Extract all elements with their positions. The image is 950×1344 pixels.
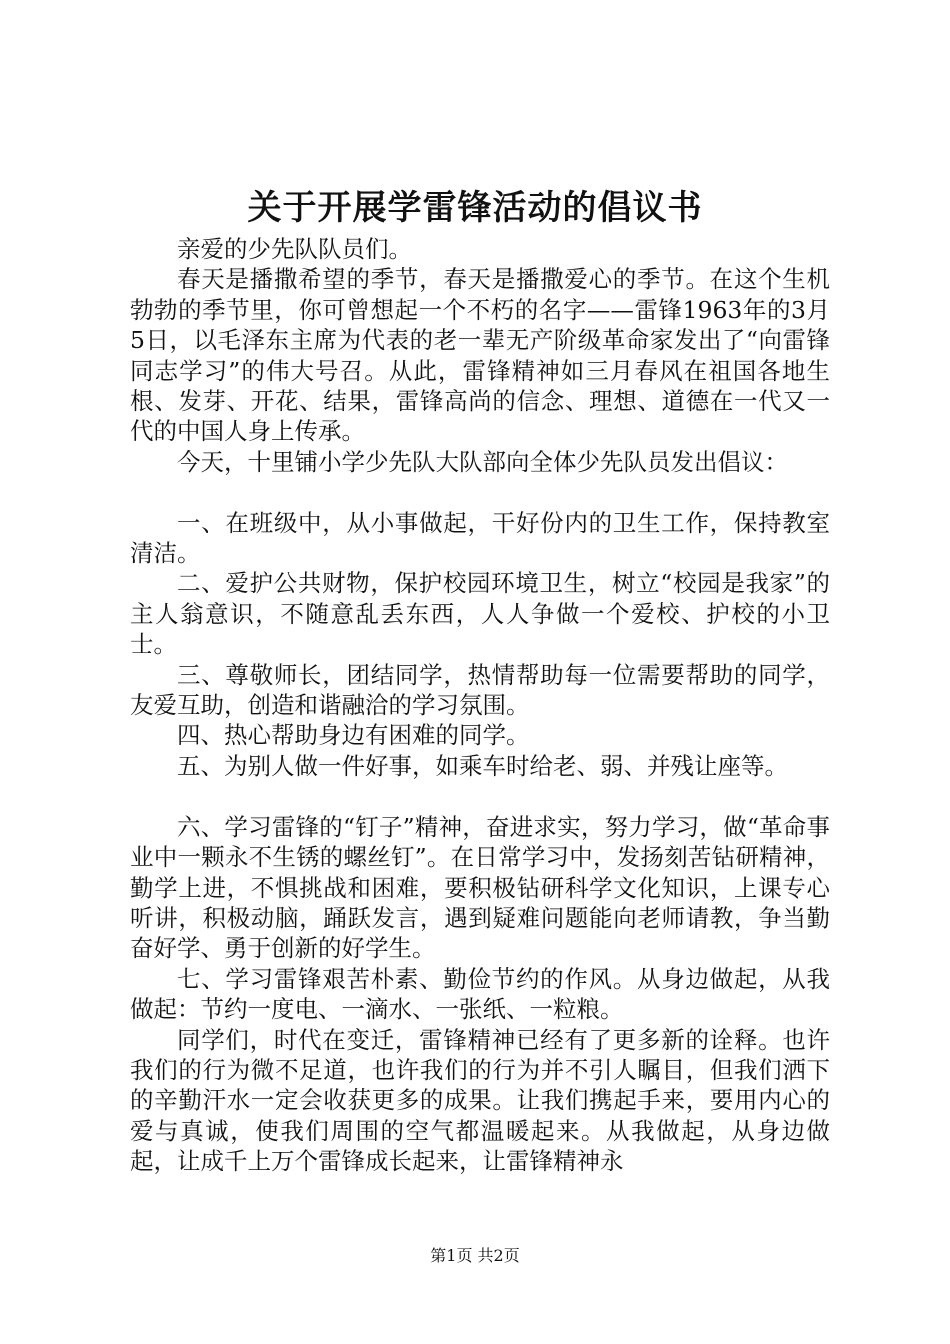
document-title: 关于开展学雷锋活动的倡议书: [247, 188, 703, 228]
proposal-lead-paragraph: 今天，十里铺小学少先队大队部向全体少先队员发出倡议：: [177, 447, 788, 476]
page-number-footer: 第1页 共2页: [430, 1246, 520, 1265]
proposal-item-1: 一、在班级中，从小事做起，干好份内的卫生工作，保持教室清洁。: [130, 508, 830, 568]
proposal-item-4: 四、热心帮助身边有困难的同学。: [177, 721, 530, 750]
proposal-item-3: 三、尊敬师长，团结同学，热情帮助每一位需要帮助的同学，友爱互助，创造和谐融洽的学习氛围。: [130, 660, 830, 720]
proposal-item-2: 二、爱护公共财物，保护校园环境卫生，树立“校园是我家”的主人翁意识，不随意乱丢东西，人人争做一个爱校、护校的小卫士。: [130, 569, 830, 659]
intro-paragraph: 春天是播撒希望的季节，春天是播撒爱心的季节。在这个生机勃勃的季节里，你可曾想起一个不朽的名字——雷锋1963年的3月5日，以毛泽东主席为代表的老一辈无产阶级革命家发出了“向雷锋同志学习”的伟大号召。从此，雷锋精神如三月春风在祖国各地生根、发芽、开花、结果，雷锋高尚的信念、理想、道德在一代又一代的中国人身上传承。: [130, 265, 830, 446]
document-body: [130, 234, 830, 1177]
proposal-item-6: 六、学习雷锋的“钉子”精神，奋进求实，努力学习，做“革命事业中一颗永不生锈的螺丝钉”。在日常学习中，发扬刻苦钻研精神，勤学上进，不惧挑战和困难，要积极钻研科学文化知识，上课专心听讲，积极动脑，踊跃发言，遇到疑难问题能向老师请教，争当勤奋好学、勇于创新的好学生。: [130, 812, 830, 963]
closing-paragraph: 同学们，时代在变迁，雷锋精神已经有了更多新的诠释。也许我们的行为微不足道，也许我们的行为并不引人瞩目，但我们洒下的辛勤汗水一定会收获更多的成果。让我们携起手来，要用内心的爱与真诚，使我们周围的空气都温暖起来。从我做起，从身边做起，让成千上万个雷锋成长起来，让雷锋精神永: [130, 1025, 830, 1176]
salutation: 亲爱的少先队队员们。: [177, 235, 412, 263]
proposal-item-7: 七、学习雷锋艰苦朴素、勤俭节约的作风。从身边做起，从我做起：节约一度电、一滴水、一张纸、一粒粮。: [130, 964, 830, 1024]
proposal-item-5: 五、为别人做一件好事，如乘车时给老、弱、并残让座等。: [177, 751, 788, 780]
